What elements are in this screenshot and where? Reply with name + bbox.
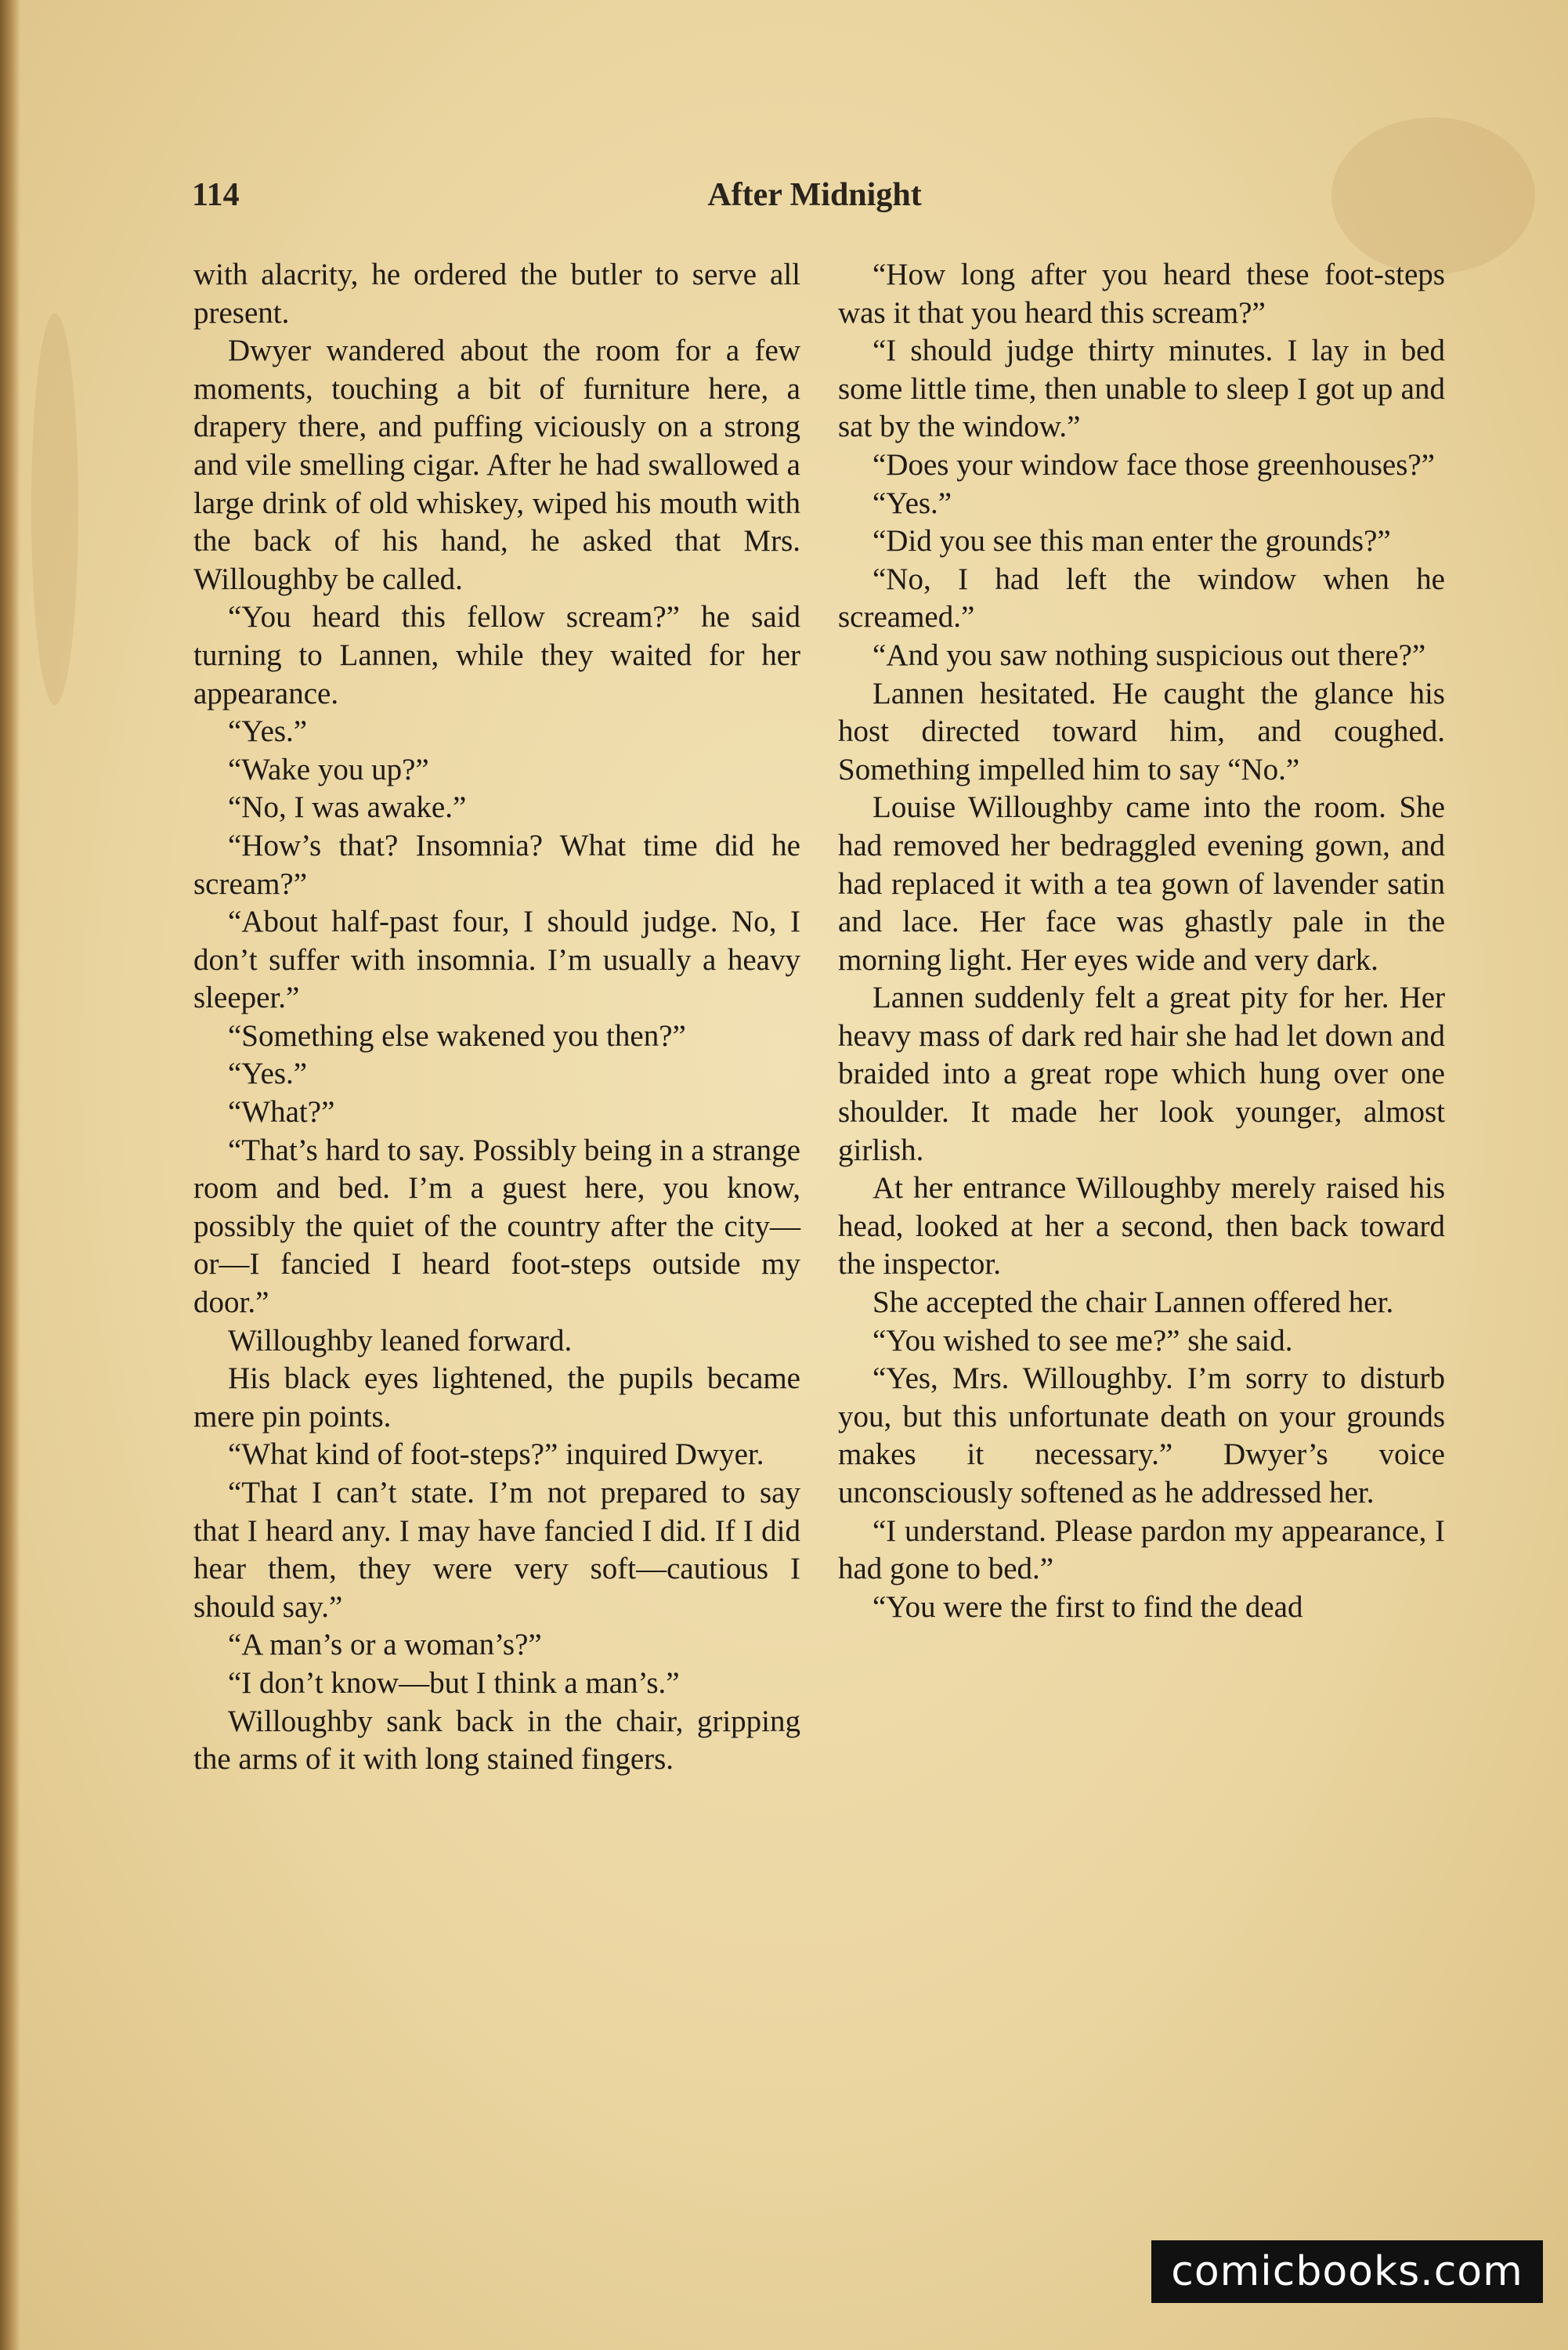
paragraph: “That I can’t state. I’m not prepared to say that I heard any. I may have fancied I did. If I did hear them, they were very soft—cautious I should say.” (193, 1476, 800, 1624)
page-edge-shadow (0, 0, 20, 2350)
paragraph: Willoughby leaned forward. (228, 1323, 573, 1358)
paragraph: “And you saw nothing suspicious out there?” (873, 638, 1426, 672)
paragraph: “Did you see this man enter the grounds?” (873, 524, 1391, 559)
paragraph: “How long after you heard these foot-steps was it that you heard this scream?” (838, 258, 1445, 330)
paragraph: with alacrity, he ordered the butler to serve all present. (193, 258, 800, 330)
paragraph: “I should judge thirty minutes. I lay in bed some little time, then unable to sleep I got up and sat by the window.” (838, 334, 1445, 444)
paragraph: “About half-past four, I should judge. No, I don’t suffer with insomnia. I’m usually a heavy sleeper.” (193, 905, 800, 1015)
paragraph: “You were the first to find the dead (873, 1589, 1303, 1624)
paragraph: “Yes.” (228, 1057, 308, 1091)
paragraph: “I understand. Please pardon my appearance, I had gone to bed.” (838, 1513, 1445, 1586)
paragraph: “Wake you up?” (228, 752, 429, 786)
paragraph: “Something else wakened you then?” (228, 1018, 686, 1053)
text-column-left (193, 256, 800, 1779)
paragraph: At her entrance Willoughby merely raised his head, looked at her a second, then back toward the inspector. (838, 1171, 1445, 1282)
site-watermark: comicbooks.com (1151, 2240, 1543, 2303)
paragraph: “You wished to see me?” she said. (873, 1323, 1293, 1358)
paragraph: “What?” (228, 1095, 335, 1130)
paragraph: “Yes, Mrs. Willoughby. I’m sorry to disturb you, but this unfortunate death on your grounds makes it necessary.” Dwyer’s voice unconsciously softened as he addressed her. (838, 1361, 1445, 1509)
text-column-right (838, 256, 1445, 1626)
paragraph: Lannen suddenly felt a great pity for her. Her heavy mass of dark red hair she had let down and braided into a great rope which hung over one shoulder. It made her look younger, almost girlish. (838, 981, 1445, 1167)
paragraph: She accepted the chair Lannen offered her. (873, 1285, 1394, 1320)
paragraph: His black eyes lightened, the pupils became mere pin points. (193, 1361, 800, 1434)
paragraph: “No, I was awake.” (228, 790, 467, 825)
paragraph: “Does your window face those greenhouses?” (873, 447, 1435, 482)
paragraph: “What kind of foot-steps?” inquired Dwyer. (228, 1437, 764, 1472)
paragraph: “I don’t know—but I think a man’s.” (228, 1665, 680, 1700)
paragraph: Willoughby sank back in the chair, gripping the arms of it with long stained fingers. (193, 1704, 800, 1777)
paper-stain (31, 313, 78, 705)
paragraph: “Yes.” (873, 486, 952, 520)
paragraph: “You heard this fellow scream?” he said turning to Lannen, while they waited for her appearance. (193, 600, 800, 710)
paragraph: “Yes.” (228, 714, 308, 749)
running-title: After Midnight (707, 177, 922, 213)
paragraph: Dwyer wandered about the room for a few moments, touching a bit of furniture here, a drapery there, and puffing viciously on a strong and vile smelling cigar. After he had swallowed a large drink of old whiskey, wiped his mouth with the back of his hand, he asked that Mrs. Willoughby be called. (193, 334, 800, 596)
paragraph: “How’s that? Insomnia? What time did he scream?” (193, 828, 800, 901)
paragraph: Louise Willoughby came into the room. She had removed her bedraggled evening gown, and had replaced it with a tea gown of lavender satin and lace. Her face was ghastly pale in the morning light. Her eyes wide and very dark. (838, 790, 1445, 977)
paragraph: “That’s hard to say. Possibly being in a strange room and bed. I’m a guest here, you know, possibly the quiet of the country after the city—or—I fancied I heard foot-steps outside my door.” (193, 1133, 800, 1320)
paragraph: “No, I had left the window when he screamed.” (838, 562, 1445, 634)
page-number: 114 (192, 177, 240, 213)
page-header (192, 176, 1437, 231)
paragraph: Lannen hesitated. He caught the glance his host directed toward him, and coughed. Something impelled him to say “No.” (838, 676, 1445, 786)
paragraph: “A man’s or a woman’s?” (228, 1628, 542, 1662)
